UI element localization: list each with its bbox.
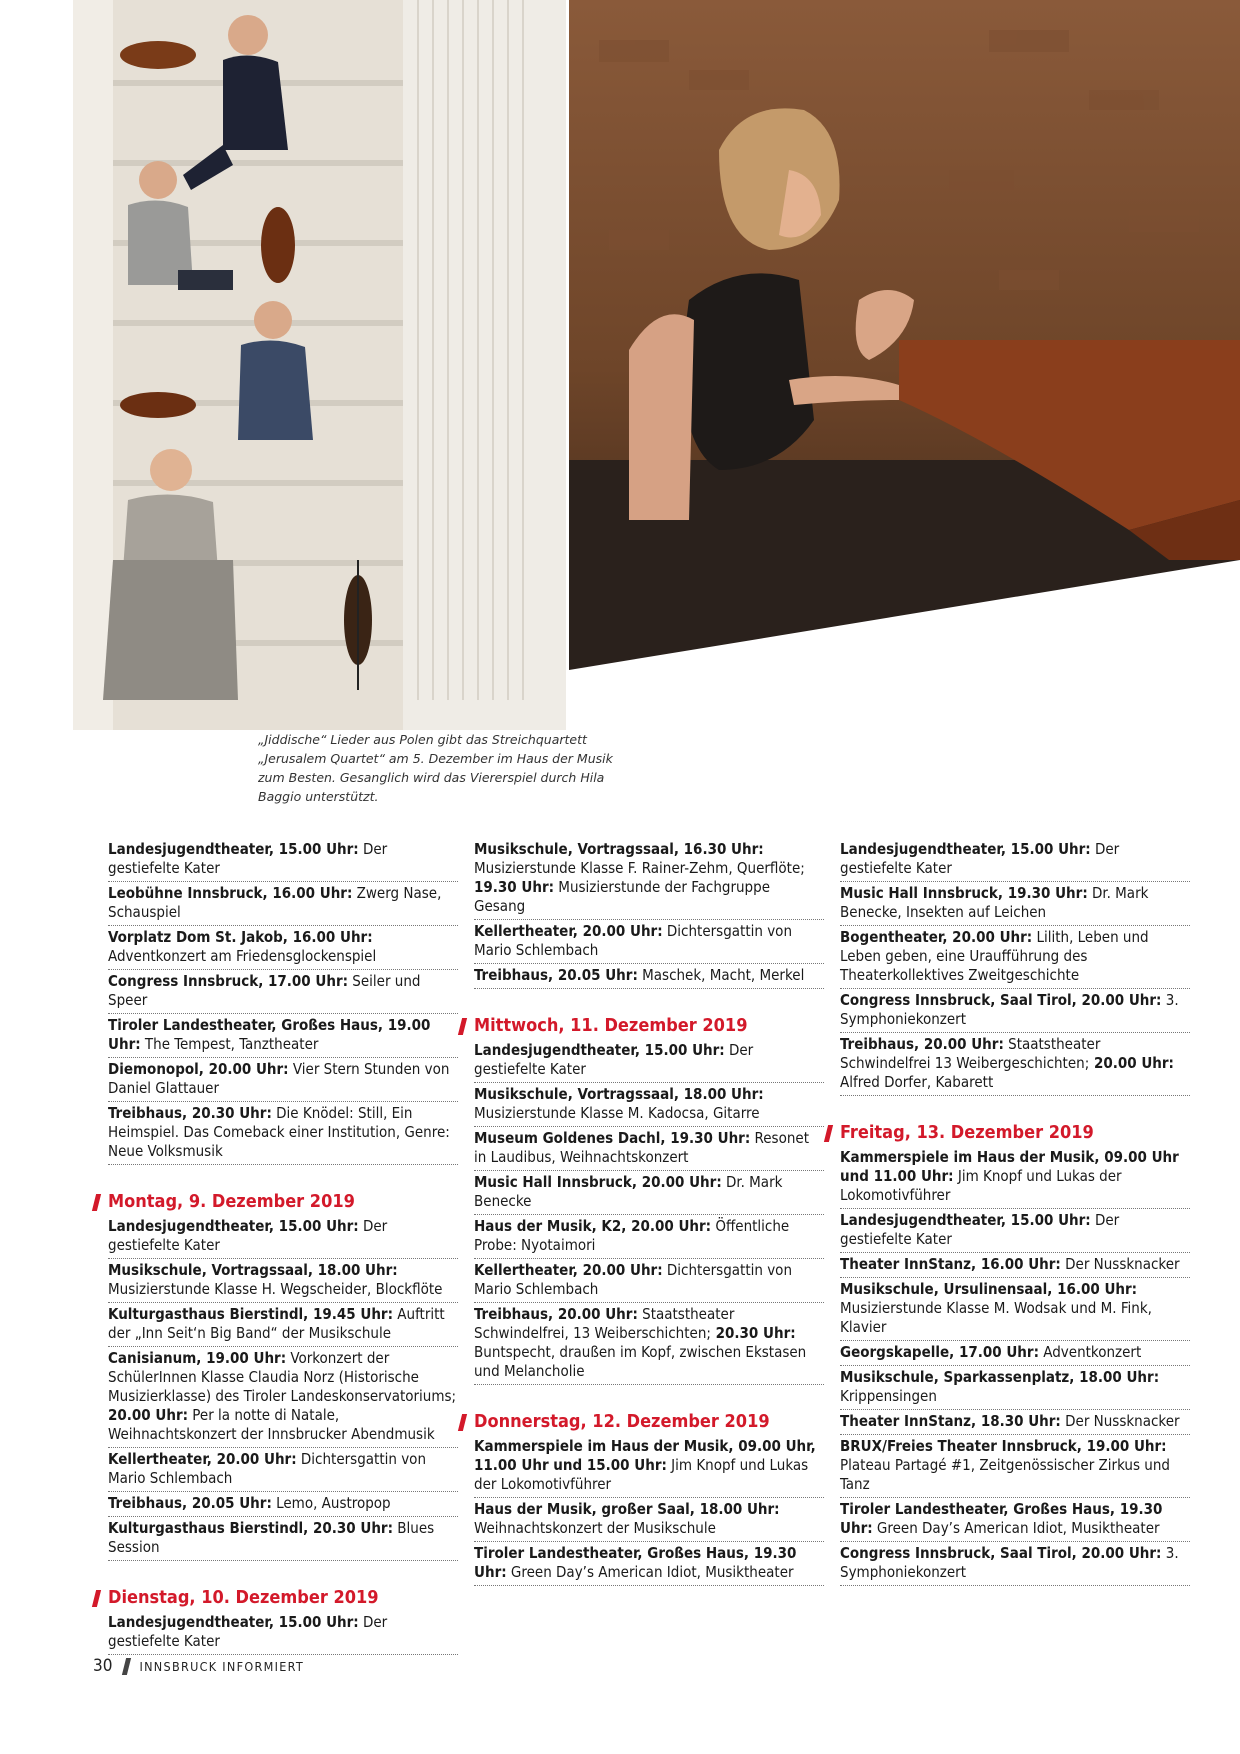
event-description: Der gestiefelte Kater bbox=[840, 840, 1120, 877]
event-entry bbox=[840, 1366, 1190, 1410]
event-venue-time: Kulturgasthaus Bierstindl, 19.45 Uhr: bbox=[108, 1305, 393, 1323]
event-venue-time: Kammerspiele im Haus der Musik, 09.00 Uhr und 11.00 Uhr: bbox=[840, 1148, 1179, 1185]
event-entry bbox=[840, 926, 1190, 989]
day-heading-text: Mittwoch, 11. Dezember 2019 bbox=[474, 1015, 748, 1036]
event-description: Vorkonzert der SchülerInnen Klasse Claudia Norz (Historische Musizierklasse) des Tiroler Landeskonservatoriums; bbox=[108, 1349, 457, 1405]
page-footer bbox=[93, 1656, 304, 1676]
event-description: 3. Symphoniekonzert bbox=[840, 1544, 1179, 1581]
event-entry bbox=[840, 1253, 1190, 1278]
event-entry bbox=[474, 1171, 824, 1215]
event-entry bbox=[840, 1410, 1190, 1435]
event-entry bbox=[840, 1209, 1190, 1253]
dancer-photo-illustration bbox=[569, 0, 1240, 670]
event-venue-time: Musikschule, Vortragssaal, 16.30 Uhr: bbox=[474, 840, 764, 858]
event-entry bbox=[840, 1341, 1190, 1366]
event-venue-time: Treibhaus, 20.00 Uhr: bbox=[840, 1035, 1004, 1053]
event-venue-time: Treibhaus, 20.05 Uhr: bbox=[474, 966, 638, 984]
event-venue-time: Congress Innsbruck, 17.00 Uhr: bbox=[108, 972, 349, 990]
day-heading bbox=[826, 1122, 1190, 1144]
event-description: Musizierstunde Klasse M. Wodsak und M. Fink, Klavier bbox=[840, 1299, 1152, 1336]
event-description: Der Nussknacker bbox=[1060, 1255, 1180, 1273]
event-entry bbox=[474, 920, 824, 964]
event-description: Dichtersgattin von Mario Schlembach bbox=[474, 922, 792, 959]
event-description: Green Day’s American Idiot, Musiktheater bbox=[506, 1563, 794, 1581]
event-description: Seiler und Speer bbox=[108, 972, 421, 1009]
event-venue-time: Congress Innsbruck, Saal Tirol, 20.00 Uhr: bbox=[840, 1544, 1162, 1562]
event-venue-time: Congress Innsbruck, Saal Tirol, 20.00 Uhr: bbox=[840, 991, 1162, 1009]
event-venue-time: Kellertheater, 20.00 Uhr: bbox=[474, 922, 663, 940]
event-venue-time: Bogentheater, 20.00 Uhr: bbox=[840, 928, 1033, 946]
day-heading bbox=[94, 1587, 458, 1609]
event-extra-time: 20.30 Uhr: bbox=[710, 1324, 796, 1342]
event-venue-time: Treibhaus, 20.00 Uhr: bbox=[474, 1305, 638, 1323]
event-description: Green Day’s American Idiot, Musiktheater bbox=[872, 1519, 1160, 1537]
day-slash-mark bbox=[458, 1414, 467, 1431]
event-description: Musizierstunde Klasse H. Wegscheider, Blockflöte bbox=[108, 1280, 443, 1298]
event-entry bbox=[108, 1347, 458, 1448]
day-heading-text: Donnerstag, 12. Dezember 2019 bbox=[474, 1411, 770, 1432]
event-entry bbox=[108, 1492, 458, 1517]
event-venue-time: Music Hall Innsbruck, 20.00 Uhr: bbox=[474, 1173, 722, 1191]
event-entry bbox=[840, 989, 1190, 1033]
event-venue-time: Diemonopol, 20.00 Uhr: bbox=[108, 1060, 289, 1078]
event-description: Zwerg Nase, Schauspiel bbox=[108, 884, 442, 921]
event-venue-time: Tiroler Landestheater, Großes Haus, 19.00 Uhr: bbox=[108, 1016, 431, 1053]
event-extra-description: Alfred Dorfer, Kabarett bbox=[840, 1073, 994, 1091]
event-venue-time: Landesjugendtheater, 15.00 Uhr: bbox=[474, 1041, 725, 1059]
event-entry bbox=[108, 970, 458, 1014]
event-entry bbox=[474, 1039, 824, 1083]
schedule-column-2 bbox=[474, 838, 824, 1586]
event-entry bbox=[840, 1542, 1190, 1586]
event-description: The Tempest, Tanztheater bbox=[140, 1035, 319, 1053]
event-venue-time: Landesjugendtheater, 15.00 Uhr: bbox=[108, 840, 359, 858]
photo-caption: „Jiddische“ Lieder aus Polen gibt das Streichquartett „Jerusalem Quartet“ am 5. Dezember im Haus der Musik zum Besten. Gesanglich wird das Viererspiel durch Hila Baggio unterstützt. bbox=[258, 732, 613, 804]
event-description: Der gestiefelte Kater bbox=[108, 1613, 388, 1650]
event-entry bbox=[474, 1259, 824, 1303]
footer-slash-mark bbox=[122, 1658, 131, 1675]
event-description: Der gestiefelte Kater bbox=[840, 1211, 1120, 1248]
event-venue-time: Treibhaus, 20.30 Uhr: bbox=[108, 1104, 272, 1122]
event-description: Krippensingen bbox=[840, 1387, 937, 1405]
event-entry bbox=[474, 964, 824, 989]
event-venue-time: Musikschule, Sparkassenplatz, 18.00 Uhr: bbox=[840, 1368, 1160, 1386]
event-venue-time: Landesjugendtheater, 15.00 Uhr: bbox=[840, 840, 1091, 858]
event-entry bbox=[840, 1435, 1190, 1498]
event-entry bbox=[474, 1498, 824, 1542]
event-entry bbox=[474, 1127, 824, 1171]
event-description: Weihnachtskonzert der Musikschule bbox=[474, 1519, 716, 1537]
schedule-column-1 bbox=[108, 838, 458, 1655]
event-description: 3. Symphoniekonzert bbox=[840, 991, 1179, 1028]
event-description: Musizierstunde Klasse F. Rainer-Zehm, Querflöte; bbox=[474, 859, 805, 877]
event-description: Dr. Mark Benecke bbox=[474, 1173, 783, 1210]
event-description: Lemo, Austropop bbox=[271, 1494, 391, 1512]
event-entry bbox=[840, 1278, 1190, 1341]
event-extra-time: 20.00 Uhr: bbox=[108, 1406, 189, 1424]
event-entry bbox=[474, 1215, 824, 1259]
event-venue-time: Georgskapelle, 17.00 Uhr: bbox=[840, 1343, 1039, 1361]
day-slash-mark bbox=[92, 1194, 101, 1211]
day-slash-mark bbox=[458, 1018, 467, 1035]
day-heading bbox=[94, 1191, 458, 1213]
event-entry bbox=[108, 926, 458, 970]
event-venue-time: Kulturgasthaus Bierstindl, 20.30 Uhr: bbox=[108, 1519, 393, 1537]
event-entry bbox=[474, 1435, 824, 1498]
event-description: Lilith, Leben und Leben geben, eine Uraufführung des Theaterkollektives Zweitgeschichte bbox=[840, 928, 1149, 984]
event-entry bbox=[474, 1083, 824, 1127]
event-entry bbox=[108, 1058, 458, 1102]
day-heading-text: Freitag, 13. Dezember 2019 bbox=[840, 1122, 1094, 1143]
day-slash-mark bbox=[824, 1125, 833, 1142]
event-venue-time: Theater InnStanz, 16.00 Uhr: bbox=[840, 1255, 1061, 1273]
quartet-photo-illustration bbox=[73, 0, 566, 730]
event-venue-time: Theater InnStanz, 18.30 Uhr: bbox=[840, 1412, 1061, 1430]
event-venue-time: BRUX/Freies Theater Innsbruck, 19.00 Uhr: bbox=[840, 1437, 1167, 1455]
event-venue-time: Tiroler Landestheater, Großes Haus, 19.30 Uhr: bbox=[474, 1544, 797, 1581]
quartet-photo bbox=[73, 0, 566, 730]
event-extra-time: 20.00 Uhr: bbox=[1089, 1054, 1174, 1072]
event-description: Dichtersgattin von Mario Schlembach bbox=[474, 1261, 792, 1298]
event-entry bbox=[108, 1014, 458, 1058]
event-entry bbox=[108, 1303, 458, 1347]
event-venue-time: Musikschule, Ursulinensaal, 16.00 Uhr: bbox=[840, 1280, 1138, 1298]
event-entry bbox=[108, 1215, 458, 1259]
day-heading bbox=[460, 1411, 824, 1433]
event-extra-time: 19.30 Uhr: bbox=[474, 878, 555, 896]
event-venue-time: Tiroler Landestheater, Großes Haus, 19.30 Uhr: bbox=[840, 1500, 1163, 1537]
day-heading-text: Dienstag, 10. Dezember 2019 bbox=[108, 1587, 379, 1608]
event-description: Plateau Partagé #1, Zeitgenössischer Zirkus und Tanz bbox=[840, 1456, 1170, 1493]
event-venue-time: Musikschule, Vortragssaal, 18.00 Uhr: bbox=[474, 1085, 764, 1103]
event-description: Resonet in Laudibus, Weihnachtskonzert bbox=[474, 1129, 809, 1166]
event-entry bbox=[840, 882, 1190, 926]
event-description: Musizierstunde Klasse M. Kadocsa, Gitarre bbox=[474, 1104, 760, 1122]
event-venue-time: Kellertheater, 20.00 Uhr: bbox=[474, 1261, 663, 1279]
event-description: Staatstheater Schwindelfrei, 13 Weiberschichten; bbox=[474, 1305, 735, 1342]
event-entry bbox=[108, 1259, 458, 1303]
event-venue-time: Haus der Musik, großer Saal, 18.00 Uhr: bbox=[474, 1500, 780, 1518]
event-description: Der gestiefelte Kater bbox=[108, 840, 388, 877]
event-description: Der gestiefelte Kater bbox=[474, 1041, 754, 1078]
event-venue-time: Museum Goldenes Dachl, 19.30 Uhr: bbox=[474, 1129, 751, 1147]
event-description: Maschek, Macht, Merkel bbox=[637, 966, 805, 984]
day-heading-text: Montag, 9. Dezember 2019 bbox=[108, 1191, 355, 1212]
event-venue-time: Kammerspiele im Haus der Musik, 09.00 Uhr, 11.00 Uhr und 15.00 Uhr: bbox=[474, 1437, 816, 1474]
day-slash-mark bbox=[92, 1590, 101, 1607]
event-description: Der Nussknacker bbox=[1060, 1412, 1180, 1430]
event-description: Vier Stern Stunden von Daniel Glattauer bbox=[108, 1060, 450, 1097]
event-description: Dr. Mark Benecke, Insekten auf Leichen bbox=[840, 884, 1149, 921]
event-entry bbox=[840, 838, 1190, 882]
event-description: Öffentliche Probe: Nyotaimori bbox=[474, 1217, 790, 1254]
schedule-column-3 bbox=[840, 838, 1190, 1586]
event-entry bbox=[108, 1102, 458, 1165]
event-entry bbox=[108, 1448, 458, 1492]
event-venue-time: Landesjugendtheater, 15.00 Uhr: bbox=[840, 1211, 1091, 1229]
event-venue-time: Haus der Musik, K2, 20.00 Uhr: bbox=[474, 1217, 712, 1235]
event-description: Die Knödel: Still, Ein Heimspiel. Das Comeback einer Institution, Genre: Neue Volksmusik bbox=[108, 1104, 450, 1160]
event-description: Blues Session bbox=[108, 1519, 435, 1556]
event-description: Adventkonzert am Friedensglockenspiel bbox=[108, 947, 377, 965]
event-entry bbox=[840, 1498, 1190, 1542]
event-venue-time: Landesjugendtheater, 15.00 Uhr: bbox=[108, 1613, 359, 1631]
event-entry bbox=[108, 1611, 458, 1655]
event-entry bbox=[474, 1303, 824, 1385]
event-description: Staatstheater Schwindelfrei 13 Weibergeschichten; bbox=[840, 1035, 1101, 1072]
event-entry bbox=[474, 838, 824, 920]
event-venue-time: Treibhaus, 20.05 Uhr: bbox=[108, 1494, 272, 1512]
event-description: Der gestiefelte Kater bbox=[108, 1217, 388, 1254]
event-venue-time: Canisianum, 19.00 Uhr: bbox=[108, 1349, 287, 1367]
day-heading bbox=[460, 1015, 824, 1037]
event-description: Jim Knopf und Lukas der Lokomotivführer bbox=[474, 1456, 809, 1493]
event-extra-description: Buntspecht, draußen im Kopf, zwischen Ekstasen und Melancholie bbox=[474, 1343, 807, 1380]
event-entry bbox=[108, 838, 458, 882]
publication-name: INNSBRUCK INFORMIERT bbox=[139, 1658, 305, 1674]
event-entry bbox=[840, 1033, 1190, 1096]
dancer-photo bbox=[569, 0, 1240, 670]
event-description: Dichtersgattin von Mario Schlembach bbox=[108, 1450, 426, 1487]
event-entry bbox=[108, 1517, 458, 1561]
event-venue-time: Music Hall Innsbruck, 19.30 Uhr: bbox=[840, 884, 1088, 902]
event-entry bbox=[474, 1542, 824, 1586]
event-entry bbox=[108, 882, 458, 926]
event-venue-time: Vorplatz Dom St. Jakob, 16.00 Uhr: bbox=[108, 928, 373, 946]
event-venue-time: Landesjugendtheater, 15.00 Uhr: bbox=[108, 1217, 359, 1235]
event-description: Jim Knopf und Lukas der Lokomotivführer bbox=[840, 1167, 1122, 1204]
event-venue-time: Musikschule, Vortragssaal, 18.00 Uhr: bbox=[108, 1261, 398, 1279]
event-entry bbox=[840, 1146, 1190, 1209]
event-venue-time: Leobühne Innsbruck, 16.00 Uhr: bbox=[108, 884, 353, 902]
event-description: Auftritt der „Inn Seit‘n Big Band“ der Musikschule bbox=[108, 1305, 445, 1342]
event-description: Adventkonzert bbox=[1038, 1343, 1142, 1361]
event-extra-description: Musizierstunde der Fachgruppe Gesang bbox=[474, 878, 770, 915]
event-extra-description: Per la notte di Natale, Weihnachtskonzert der Innsbrucker Abendmusik bbox=[108, 1406, 435, 1443]
page-number: 30 bbox=[93, 1656, 113, 1676]
event-venue-time: Kellertheater, 20.00 Uhr: bbox=[108, 1450, 297, 1468]
